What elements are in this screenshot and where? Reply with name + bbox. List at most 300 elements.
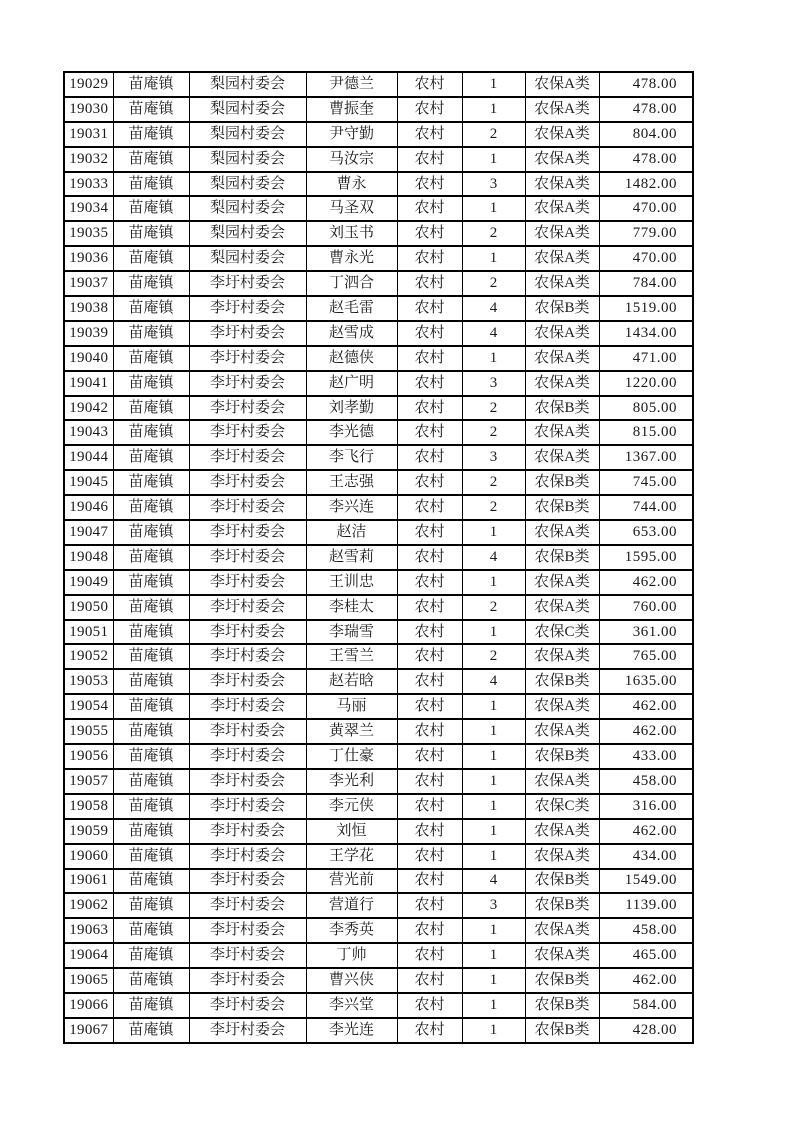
cell-amount: 1595.00 (599, 545, 693, 570)
cell-residence-type: 农村 (397, 445, 462, 470)
cell-person-name: 赵雪莉 (306, 545, 397, 570)
cell-insurance-category: 农保A类 (525, 122, 599, 147)
cell-insurance-category: 农保A类 (525, 918, 599, 943)
cell-person-count: 1 (462, 943, 525, 968)
cell-serial-number: 19052 (64, 644, 113, 669)
cell-town: 苗庵镇 (113, 520, 189, 545)
cell-town: 苗庵镇 (113, 744, 189, 769)
cell-person-name: 赵毛雷 (306, 296, 397, 321)
cell-person-name: 李兴堂 (306, 993, 397, 1018)
table-row (64, 122, 693, 147)
cell-amount: 584.00 (599, 993, 693, 1018)
cell-town: 苗庵镇 (113, 844, 189, 869)
table-row (64, 445, 693, 470)
table-row (64, 769, 693, 794)
cell-serial-number: 19053 (64, 669, 113, 694)
cell-amount: 471.00 (599, 346, 693, 371)
cell-insurance-category: 农保A类 (525, 196, 599, 221)
table-row (64, 371, 693, 396)
cell-residence-type: 农村 (397, 122, 462, 147)
cell-amount: 1139.00 (599, 893, 693, 918)
table-row (64, 719, 693, 744)
cell-village-committee: 梨园村委会 (189, 122, 306, 147)
cell-insurance-category: 农保B类 (525, 1018, 599, 1043)
cell-village-committee: 李圩村委会 (189, 420, 306, 445)
cell-amount: 1220.00 (599, 371, 693, 396)
cell-serial-number: 19030 (64, 97, 113, 122)
cell-residence-type: 农村 (397, 719, 462, 744)
cell-person-count: 1 (462, 993, 525, 1018)
cell-amount: 784.00 (599, 271, 693, 296)
cell-town: 苗庵镇 (113, 769, 189, 794)
cell-person-count: 4 (462, 296, 525, 321)
cell-serial-number: 19039 (64, 321, 113, 346)
table-row (64, 97, 693, 122)
cell-person-count: 2 (462, 470, 525, 495)
cell-residence-type: 农村 (397, 221, 462, 246)
cell-amount: 433.00 (599, 744, 693, 769)
cell-residence-type: 农村 (397, 893, 462, 918)
cell-person-count: 1 (462, 744, 525, 769)
cell-amount: 470.00 (599, 196, 693, 221)
cell-person-name: 王志强 (306, 470, 397, 495)
cell-amount: 653.00 (599, 520, 693, 545)
cell-person-name: 曹永 (306, 172, 397, 197)
cell-serial-number: 19037 (64, 271, 113, 296)
table-row (64, 993, 693, 1018)
cell-village-committee: 李圩村委会 (189, 346, 306, 371)
cell-person-count: 1 (462, 1018, 525, 1043)
cell-insurance-category: 农保C类 (525, 794, 599, 819)
cell-residence-type: 农村 (397, 968, 462, 993)
cell-amount: 744.00 (599, 495, 693, 520)
cell-village-committee: 李圩村委会 (189, 968, 306, 993)
cell-residence-type: 农村 (397, 694, 462, 719)
cell-serial-number: 19057 (64, 769, 113, 794)
cell-village-committee: 李圩村委会 (189, 869, 306, 894)
cell-residence-type: 农村 (397, 470, 462, 495)
table-row (64, 172, 693, 197)
cell-person-name: 王学花 (306, 844, 397, 869)
table-row (64, 196, 693, 221)
cell-amount: 804.00 (599, 122, 693, 147)
cell-village-committee: 李圩村委会 (189, 794, 306, 819)
table-row (64, 495, 693, 520)
cell-person-name: 李飞行 (306, 445, 397, 470)
cell-person-name: 尹德兰 (306, 72, 397, 97)
cell-village-committee: 李圩村委会 (189, 371, 306, 396)
table-row (64, 545, 693, 570)
cell-serial-number: 19038 (64, 296, 113, 321)
cell-insurance-category: 农保B类 (525, 968, 599, 993)
cell-village-committee: 梨园村委会 (189, 172, 306, 197)
table-row (64, 644, 693, 669)
cell-town: 苗庵镇 (113, 1018, 189, 1043)
cell-residence-type: 农村 (397, 1018, 462, 1043)
cell-town: 苗庵镇 (113, 246, 189, 271)
cell-residence-type: 农村 (397, 993, 462, 1018)
cell-village-committee: 梨园村委会 (189, 72, 306, 97)
cell-amount: 765.00 (599, 644, 693, 669)
cell-insurance-category: 农保A类 (525, 769, 599, 794)
cell-village-committee: 李圩村委会 (189, 819, 306, 844)
cell-amount: 760.00 (599, 595, 693, 620)
cell-residence-type: 农村 (397, 147, 462, 172)
cell-insurance-category: 农保B类 (525, 296, 599, 321)
cell-town: 苗庵镇 (113, 943, 189, 968)
table-row (64, 1018, 693, 1043)
cell-village-committee: 李圩村委会 (189, 620, 306, 645)
cell-insurance-category: 农保A类 (525, 271, 599, 296)
table-row (64, 420, 693, 445)
cell-person-count: 2 (462, 122, 525, 147)
cell-village-committee: 李圩村委会 (189, 844, 306, 869)
cell-serial-number: 19034 (64, 196, 113, 221)
cell-serial-number: 19042 (64, 396, 113, 421)
cell-insurance-category: 农保B类 (525, 869, 599, 894)
cell-person-count: 2 (462, 595, 525, 620)
cell-village-committee: 李圩村委会 (189, 644, 306, 669)
cell-insurance-category: 农保A类 (525, 346, 599, 371)
table-row (64, 968, 693, 993)
cell-residence-type: 农村 (397, 321, 462, 346)
cell-amount: 462.00 (599, 968, 693, 993)
cell-town: 苗庵镇 (113, 346, 189, 371)
cell-person-count: 1 (462, 147, 525, 172)
cell-town: 苗庵镇 (113, 420, 189, 445)
cell-person-count: 1 (462, 918, 525, 943)
cell-insurance-category: 农保A类 (525, 97, 599, 122)
cell-amount: 805.00 (599, 396, 693, 421)
cell-town: 苗庵镇 (113, 993, 189, 1018)
cell-person-count: 1 (462, 769, 525, 794)
cell-village-committee: 梨园村委会 (189, 147, 306, 172)
cell-town: 苗庵镇 (113, 122, 189, 147)
cell-person-count: 4 (462, 669, 525, 694)
table-row (64, 321, 693, 346)
cell-insurance-category: 农保A类 (525, 420, 599, 445)
cell-amount: 815.00 (599, 420, 693, 445)
cell-serial-number: 19044 (64, 445, 113, 470)
table-row (64, 620, 693, 645)
cell-serial-number: 19036 (64, 246, 113, 271)
cell-town: 苗庵镇 (113, 371, 189, 396)
cell-person-name: 赵洁 (306, 520, 397, 545)
cell-village-committee: 李圩村委会 (189, 669, 306, 694)
cell-person-name: 李瑞雪 (306, 620, 397, 645)
cell-amount: 478.00 (599, 97, 693, 122)
cell-amount: 462.00 (599, 570, 693, 595)
cell-amount: 1549.00 (599, 869, 693, 894)
cell-insurance-category: 农保A类 (525, 445, 599, 470)
cell-village-committee: 梨园村委会 (189, 246, 306, 271)
cell-serial-number: 19058 (64, 794, 113, 819)
cell-person-count: 1 (462, 97, 525, 122)
cell-person-name: 刘恒 (306, 819, 397, 844)
cell-person-name: 马圣双 (306, 196, 397, 221)
table-row (64, 918, 693, 943)
cell-village-committee: 李圩村委会 (189, 520, 306, 545)
cell-serial-number: 19061 (64, 869, 113, 894)
cell-person-name: 赵德侠 (306, 346, 397, 371)
cell-town: 苗庵镇 (113, 147, 189, 172)
cell-village-committee: 梨园村委会 (189, 196, 306, 221)
cell-amount: 434.00 (599, 844, 693, 869)
cell-insurance-category: 农保A类 (525, 719, 599, 744)
cell-insurance-category: 农保A类 (525, 595, 599, 620)
cell-residence-type: 农村 (397, 346, 462, 371)
cell-residence-type: 农村 (397, 943, 462, 968)
cell-person-name: 营光前 (306, 869, 397, 894)
cell-serial-number: 19064 (64, 943, 113, 968)
cell-insurance-category: 农保A类 (525, 172, 599, 197)
cell-amount: 779.00 (599, 221, 693, 246)
cell-village-committee: 梨园村委会 (189, 221, 306, 246)
cell-residence-type: 农村 (397, 844, 462, 869)
cell-village-committee: 李圩村委会 (189, 321, 306, 346)
cell-serial-number: 19032 (64, 147, 113, 172)
cell-serial-number: 19035 (64, 221, 113, 246)
cell-town: 苗庵镇 (113, 321, 189, 346)
cell-person-count: 4 (462, 545, 525, 570)
cell-person-count: 1 (462, 570, 525, 595)
cell-insurance-category: 农保B类 (525, 545, 599, 570)
table-row (64, 72, 693, 97)
cell-village-committee: 李圩村委会 (189, 744, 306, 769)
cell-insurance-category: 农保A类 (525, 570, 599, 595)
cell-village-committee: 李圩村委会 (189, 396, 306, 421)
cell-person-count: 1 (462, 968, 525, 993)
cell-residence-type: 农村 (397, 769, 462, 794)
cell-residence-type: 农村 (397, 271, 462, 296)
cell-serial-number: 19047 (64, 520, 113, 545)
table-row (64, 346, 693, 371)
cell-amount: 428.00 (599, 1018, 693, 1043)
cell-village-committee: 李圩村委会 (189, 694, 306, 719)
cell-insurance-category: 农保B类 (525, 669, 599, 694)
cell-residence-type: 农村 (397, 570, 462, 595)
cell-serial-number: 19031 (64, 122, 113, 147)
cell-person-name: 马丽 (306, 694, 397, 719)
cell-serial-number: 19056 (64, 744, 113, 769)
cell-insurance-category: 农保A类 (525, 246, 599, 271)
cell-residence-type: 农村 (397, 296, 462, 321)
cell-village-committee: 李圩村委会 (189, 495, 306, 520)
cell-village-committee: 李圩村委会 (189, 445, 306, 470)
cell-amount: 1434.00 (599, 321, 693, 346)
cell-amount: 745.00 (599, 470, 693, 495)
cell-village-committee: 李圩村委会 (189, 1018, 306, 1043)
cell-town: 苗庵镇 (113, 968, 189, 993)
cell-serial-number: 19049 (64, 570, 113, 595)
cell-residence-type: 农村 (397, 172, 462, 197)
cell-person-name: 李秀英 (306, 918, 397, 943)
cell-person-count: 1 (462, 620, 525, 645)
cell-residence-type: 农村 (397, 819, 462, 844)
table-row (64, 943, 693, 968)
table-row (64, 296, 693, 321)
cell-amount: 458.00 (599, 918, 693, 943)
cell-town: 苗庵镇 (113, 72, 189, 97)
cell-village-committee: 李圩村委会 (189, 993, 306, 1018)
cell-amount: 470.00 (599, 246, 693, 271)
cell-person-count: 1 (462, 346, 525, 371)
cell-town: 苗庵镇 (113, 172, 189, 197)
cell-serial-number: 19055 (64, 719, 113, 744)
cell-amount: 458.00 (599, 769, 693, 794)
table-row (64, 520, 693, 545)
cell-person-count: 1 (462, 819, 525, 844)
cell-town: 苗庵镇 (113, 196, 189, 221)
cell-person-name: 李光连 (306, 1018, 397, 1043)
cell-town: 苗庵镇 (113, 869, 189, 894)
cell-person-name: 马汝宗 (306, 147, 397, 172)
cell-residence-type: 农村 (397, 495, 462, 520)
cell-residence-type: 农村 (397, 644, 462, 669)
cell-village-committee: 梨园村委会 (189, 97, 306, 122)
cell-insurance-category: 农保A类 (525, 221, 599, 246)
table-row (64, 819, 693, 844)
cell-town: 苗庵镇 (113, 495, 189, 520)
cell-person-count: 3 (462, 445, 525, 470)
cell-town: 苗庵镇 (113, 918, 189, 943)
cell-insurance-category: 农保A类 (525, 147, 599, 172)
cell-village-committee: 李圩村委会 (189, 271, 306, 296)
cell-residence-type: 农村 (397, 620, 462, 645)
cell-insurance-category: 农保B类 (525, 470, 599, 495)
cell-person-name: 赵雪成 (306, 321, 397, 346)
cell-person-count: 2 (462, 271, 525, 296)
cell-person-count: 1 (462, 520, 525, 545)
cell-amount: 1367.00 (599, 445, 693, 470)
cell-village-committee: 李圩村委会 (189, 769, 306, 794)
cell-residence-type: 农村 (397, 420, 462, 445)
cell-town: 苗庵镇 (113, 819, 189, 844)
table-row (64, 694, 693, 719)
table-row (64, 147, 693, 172)
cell-person-count: 4 (462, 321, 525, 346)
cell-town: 苗庵镇 (113, 296, 189, 321)
cell-person-name: 营道行 (306, 893, 397, 918)
cell-serial-number: 19065 (64, 968, 113, 993)
cell-town: 苗庵镇 (113, 893, 189, 918)
cell-person-name: 黄翠兰 (306, 719, 397, 744)
cell-serial-number: 19054 (64, 694, 113, 719)
table-row (64, 869, 693, 894)
cell-serial-number: 19040 (64, 346, 113, 371)
cell-insurance-category: 农保A类 (525, 943, 599, 968)
cell-person-count: 1 (462, 719, 525, 744)
cell-amount: 1635.00 (599, 669, 693, 694)
cell-village-committee: 李圩村委会 (189, 943, 306, 968)
cell-town: 苗庵镇 (113, 644, 189, 669)
cell-village-committee: 李圩村委会 (189, 570, 306, 595)
cell-insurance-category: 农保B类 (525, 744, 599, 769)
cell-amount: 1482.00 (599, 172, 693, 197)
cell-person-name: 赵若晗 (306, 669, 397, 694)
cell-residence-type: 农村 (397, 744, 462, 769)
cell-serial-number: 19045 (64, 470, 113, 495)
cell-person-count: 2 (462, 495, 525, 520)
table-row (64, 893, 693, 918)
table-row (64, 570, 693, 595)
cell-insurance-category: 农保A类 (525, 694, 599, 719)
table-row (64, 221, 693, 246)
cell-insurance-category: 农保A类 (525, 644, 599, 669)
cell-town: 苗庵镇 (113, 620, 189, 645)
cell-town: 苗庵镇 (113, 545, 189, 570)
cell-insurance-category: 农保A类 (525, 72, 599, 97)
table-row (64, 844, 693, 869)
cell-serial-number: 19051 (64, 620, 113, 645)
cell-person-count: 1 (462, 844, 525, 869)
cell-person-count: 1 (462, 246, 525, 271)
cell-insurance-category: 农保A类 (525, 371, 599, 396)
cell-person-count: 3 (462, 893, 525, 918)
cell-person-count: 2 (462, 221, 525, 246)
cell-person-count: 1 (462, 72, 525, 97)
table-row (64, 271, 693, 296)
cell-person-count: 1 (462, 196, 525, 221)
cell-person-name: 李光利 (306, 769, 397, 794)
cell-serial-number: 19067 (64, 1018, 113, 1043)
table-row (64, 396, 693, 421)
cell-amount: 462.00 (599, 719, 693, 744)
cell-village-committee: 李圩村委会 (189, 595, 306, 620)
table-body (64, 72, 693, 1043)
cell-residence-type: 农村 (397, 595, 462, 620)
cell-insurance-category: 农保B类 (525, 396, 599, 421)
cell-person-name: 尹守勤 (306, 122, 397, 147)
cell-serial-number: 19046 (64, 495, 113, 520)
cell-person-count: 1 (462, 694, 525, 719)
cell-person-count: 4 (462, 869, 525, 894)
cell-amount: 462.00 (599, 819, 693, 844)
benefit-roster-table (63, 71, 694, 1044)
table-row (64, 744, 693, 769)
table-row (64, 246, 693, 271)
cell-village-committee: 李圩村委会 (189, 296, 306, 321)
cell-person-count: 1 (462, 794, 525, 819)
cell-person-name: 李光德 (306, 420, 397, 445)
cell-village-committee: 李圩村委会 (189, 918, 306, 943)
cell-insurance-category: 农保B类 (525, 993, 599, 1018)
cell-residence-type: 农村 (397, 869, 462, 894)
cell-insurance-category: 农保B类 (525, 495, 599, 520)
cell-person-name: 王雪兰 (306, 644, 397, 669)
cell-person-name: 李元侠 (306, 794, 397, 819)
cell-serial-number: 19059 (64, 819, 113, 844)
cell-amount: 478.00 (599, 72, 693, 97)
cell-amount: 316.00 (599, 794, 693, 819)
cell-town: 苗庵镇 (113, 221, 189, 246)
cell-serial-number: 19063 (64, 918, 113, 943)
table-row (64, 794, 693, 819)
cell-person-count: 3 (462, 172, 525, 197)
cell-residence-type: 农村 (397, 196, 462, 221)
cell-village-committee: 李圩村委会 (189, 470, 306, 495)
cell-person-name: 曹永光 (306, 246, 397, 271)
cell-serial-number: 19050 (64, 595, 113, 620)
cell-residence-type: 农村 (397, 396, 462, 421)
cell-amount: 1519.00 (599, 296, 693, 321)
cell-insurance-category: 农保A类 (525, 819, 599, 844)
cell-serial-number: 19041 (64, 371, 113, 396)
cell-insurance-category: 农保A类 (525, 844, 599, 869)
table-row (64, 595, 693, 620)
cell-village-committee: 李圩村委会 (189, 719, 306, 744)
cell-serial-number: 19048 (64, 545, 113, 570)
